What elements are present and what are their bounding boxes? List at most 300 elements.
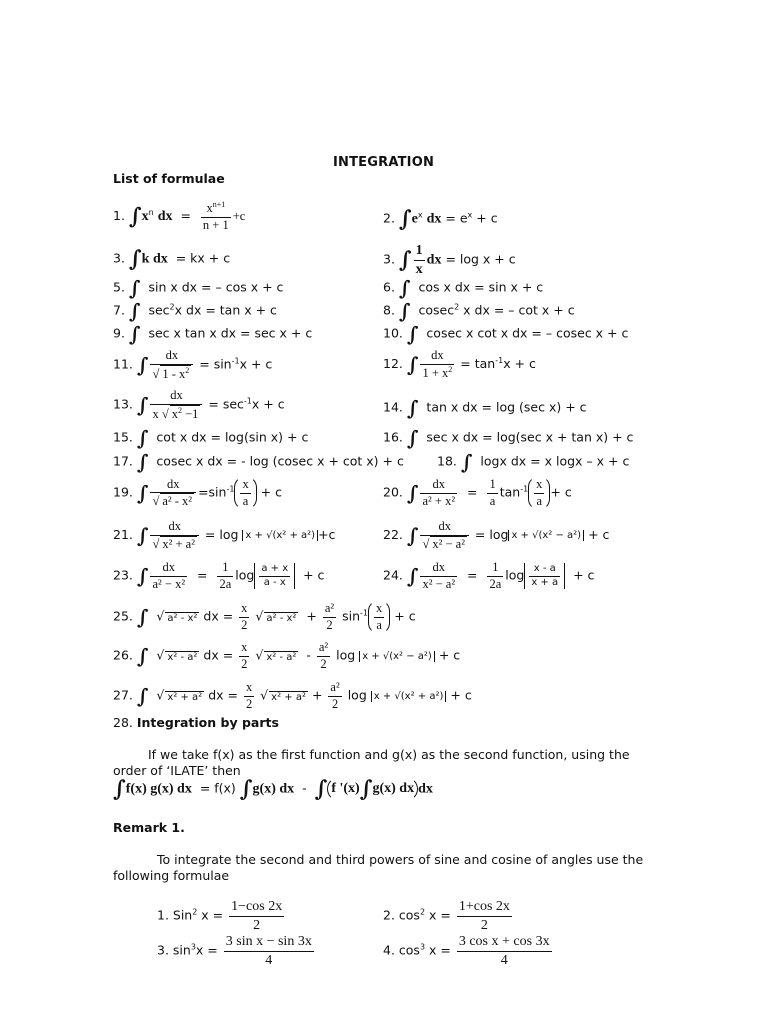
fraction: [487, 477, 497, 509]
numerator: 1: [489, 477, 496, 491]
formula-number: 1.: [113, 208, 125, 224]
remark-formula-3: [157, 933, 316, 969]
variable: x =: [195, 942, 218, 958]
log: log: [336, 647, 356, 663]
formula-3b: [383, 242, 516, 278]
variable: x =: [425, 942, 451, 958]
formula-number: 6.: [383, 279, 395, 295]
fraction: [534, 477, 544, 509]
denominator: 2: [457, 916, 512, 935]
constant: + c: [394, 608, 416, 624]
numerator: a²: [318, 640, 329, 654]
numerator: x: [376, 601, 383, 615]
parts-formula: [113, 777, 433, 801]
formula-number: 12.: [383, 356, 403, 372]
constant: + c: [303, 567, 325, 583]
formula-15: [113, 428, 308, 448]
formula-13: [113, 388, 285, 422]
integral-sign: ∫: [406, 481, 419, 506]
rhs: = log x + c: [445, 251, 516, 267]
den-x: x: [152, 406, 159, 421]
parts-paragraph-line2: order of ‘ILATE’ then: [113, 763, 241, 778]
integral-sign: ∫: [398, 276, 411, 300]
denominator: √ $1 - x^2$: [150, 364, 193, 383]
exponent: -1: [520, 484, 529, 494]
numerator: 3 cos x + cos 3x: [458, 934, 550, 949]
fraction: [239, 640, 249, 672]
integral-sign: ∫: [406, 322, 419, 346]
formula-6: [383, 278, 543, 298]
absolute-value: x + √(x² + a²): [371, 691, 447, 702]
formula-label: 2. cos: [383, 907, 420, 923]
integral-sign: ∫: [239, 776, 253, 802]
remark-formula-2: [383, 898, 514, 934]
constant: + c: [260, 484, 282, 500]
formula-number: 7.: [113, 302, 125, 318]
denominator: [420, 364, 454, 382]
exponent: -1: [231, 356, 240, 366]
numerator: x: [242, 477, 249, 491]
exponent: x: [417, 210, 423, 220]
denominator: 2: [317, 656, 330, 673]
operator: -: [302, 780, 307, 796]
numerator: dx: [431, 348, 444, 362]
parenthesis: [327, 777, 418, 801]
formula-text: sec x tan x dx = sec x + c: [148, 325, 313, 341]
integrand: k dx: [141, 251, 168, 267]
differential: dx =: [203, 608, 234, 624]
formula-number: 26.: [113, 647, 133, 663]
fraction: [240, 477, 250, 509]
numerator: a²: [324, 601, 335, 615]
exponent: 2: [419, 907, 426, 917]
denominator: a² − x²: [152, 576, 186, 591]
constant: + c: [450, 687, 472, 703]
formula-11: [113, 348, 272, 382]
parts-paragraph-line1: If we take f(x) as the first function and g(x) as the second function, using the: [148, 747, 630, 762]
remark-formula-4: [383, 933, 554, 969]
parenthesis: [528, 476, 550, 510]
integral-sign: ∫: [398, 206, 412, 232]
formula-text: cos x dx = sin x + c: [418, 279, 544, 295]
numerator: 1+cos 2x: [458, 899, 510, 914]
constant: +c: [232, 209, 246, 224]
denominator: x + a: [531, 576, 559, 588]
fraction: [239, 601, 249, 633]
exponent: -1: [495, 356, 504, 366]
formula-number: 14.: [383, 399, 403, 415]
integral-sign: ∫: [314, 776, 328, 802]
denominator: √ a² - x²: [150, 492, 196, 510]
integral-sign: ∫: [406, 564, 419, 589]
log: log: [347, 687, 367, 703]
radicand: x: [171, 406, 178, 421]
absolute-value: x + √(x² − a²): [359, 651, 435, 662]
formula-1: [113, 200, 245, 233]
log: = log: [204, 527, 239, 543]
fraction: [420, 560, 457, 592]
numerator: dx: [165, 348, 179, 362]
exponent: 3: [190, 942, 196, 952]
fraction: [201, 200, 231, 233]
denominator: a: [240, 493, 250, 510]
integral-sign: ∫: [136, 684, 149, 709]
operator: -: [306, 647, 311, 663]
formula-label: 4. cos: [383, 942, 420, 958]
formula-number: 9.: [113, 325, 125, 341]
numerator: dx: [168, 519, 181, 533]
formula-18: [437, 452, 629, 472]
fraction: [217, 560, 233, 592]
formula-text: cosec x dx = - log (cosec x + cot x) + c: [156, 453, 404, 469]
section-heading: Integration by parts: [136, 715, 279, 730]
numerator: [201, 200, 231, 217]
rhs-exp: x: [467, 210, 473, 220]
formula-label: 1. Sin: [157, 907, 193, 923]
fraction: [150, 348, 193, 382]
integral-sign: ∫: [406, 352, 419, 377]
integral-sign: ∫: [136, 481, 149, 506]
formula-text: cosec: [418, 302, 455, 318]
denominator: a - x: [259, 576, 290, 590]
exponent: 2: [177, 405, 182, 415]
integral-sign: ∫: [113, 776, 126, 802]
differential: dx: [157, 209, 173, 225]
formula-25: 25. ∫ √ a² - x² dx = $\frac{x}{2}$ √ a² - x² + $\frac{\text{a²}}{2}$ $\sin^{-1}$ $\frac{x}{a}$ + c: [113, 600, 416, 634]
denominator: 2: [245, 696, 253, 711]
rhs: = kx + c: [175, 250, 231, 266]
differential: dx: [418, 781, 433, 797]
denominator: a: [534, 493, 544, 510]
integral-sign: ∫: [398, 299, 411, 323]
formula-number: 5.: [113, 279, 125, 295]
fraction: [224, 933, 314, 969]
formula-16: [383, 428, 633, 448]
equals: =: [467, 567, 478, 583]
formula-text: sec x dx = log(sec x + tan x) + c: [426, 429, 634, 445]
radicand: x² - a²: [167, 651, 198, 663]
fraction: [457, 933, 552, 969]
exponent: 2: [448, 364, 453, 374]
fraction: [150, 477, 196, 510]
formula-text: cosec x cot x dx = – cosec x + c: [426, 325, 629, 341]
numerator: dx: [438, 519, 451, 533]
numerator: dx: [167, 476, 180, 491]
formula-number: 15.: [113, 429, 133, 445]
exponent: 2: [169, 302, 175, 312]
constant: + c: [573, 567, 595, 583]
integral-sign: ∫: [136, 450, 149, 474]
numerator: x: [245, 680, 253, 694]
formula-27: 27. ∫ √ x² + a² dx = $\frac{x}{2}$ √ x² + a² + $\frac{\text{a²}}{2}$ log x + √(x² + a²) + c: [113, 680, 472, 711]
constant: + c: [476, 210, 498, 226]
denominator: 2: [323, 617, 336, 634]
formula-number: 8.: [383, 302, 395, 318]
formula-text: logx dx = x logx – x + c: [480, 453, 630, 469]
integral-sign: ∫: [460, 450, 473, 474]
integral-sign: ∫: [136, 426, 149, 450]
fraction: [150, 560, 187, 592]
parenthesis: [368, 600, 390, 634]
formula-7: [113, 301, 277, 321]
integrand: g(x) dx: [372, 781, 415, 797]
equals: =: [467, 484, 478, 500]
rhs-rest: x + c: [251, 396, 285, 412]
radicand: x² − a²: [432, 536, 465, 551]
fraction: [529, 563, 560, 589]
radicand: x² + a²: [167, 691, 203, 703]
fraction: [420, 348, 454, 381]
formula-number: 28.: [113, 715, 133, 730]
integral-sign: ∫: [136, 564, 149, 589]
num-exp: n+1: [212, 200, 226, 209]
constant: +c: [318, 527, 336, 543]
rhs: = e: [445, 210, 468, 226]
denominator: x: [415, 261, 423, 277]
rhs-rest: x + c: [239, 356, 273, 372]
formula-text-rest: x dx = tan x + c: [174, 302, 277, 318]
formula-text: tan x dx = log (sec x) + c: [426, 399, 587, 415]
function-name: sin: [342, 608, 361, 624]
fraction: [259, 563, 290, 589]
denominator: 2a: [219, 576, 232, 591]
formula-17: [113, 452, 404, 472]
fraction: [323, 601, 336, 633]
integrand: x: [141, 209, 149, 225]
numerator: dx: [162, 560, 176, 574]
integral-sign: ∫: [406, 523, 419, 548]
denominator: a: [374, 617, 384, 634]
section-heading: List of formulae: [113, 171, 225, 186]
integrand: e: [411, 211, 418, 227]
denominator: x √ $x^2 -1$: [150, 404, 202, 423]
formula-text: sec: [148, 302, 170, 318]
constant: + c: [588, 527, 610, 543]
exponent: 2: [192, 907, 198, 917]
formula-24: [383, 560, 594, 592]
denominator: √ x² + a²: [150, 535, 198, 553]
formula-21: [113, 519, 335, 552]
integrand: g(x) dx: [252, 781, 295, 797]
integral-sign: ∫: [128, 322, 141, 346]
rhs-rest: x + c: [503, 356, 536, 372]
log: = log: [474, 527, 509, 543]
formula-number: 3.: [383, 251, 395, 267]
integral-sign: ∫: [136, 353, 149, 378]
exponent: 3: [419, 942, 426, 952]
formula-number: 22.: [383, 527, 403, 543]
radicand: x² + a²: [162, 536, 195, 551]
exponent: -1: [360, 608, 369, 618]
exponent: 2: [185, 365, 190, 375]
operator: +: [311, 687, 323, 703]
numerator: x: [536, 477, 543, 491]
variable: x =: [425, 907, 451, 923]
numerator: dx: [432, 560, 446, 574]
formula-9: [113, 324, 312, 344]
fraction: [150, 388, 202, 422]
radicand: 1 - x: [162, 366, 186, 381]
formula-number: 2.: [383, 210, 395, 226]
den-base: 1 + x: [422, 365, 449, 380]
radicand: a² - x²: [167, 612, 198, 624]
formula-2: [383, 208, 498, 230]
variable: x =: [197, 907, 224, 923]
differential: dx =: [203, 647, 234, 663]
formula-number: 23.: [113, 567, 133, 583]
differential: dx: [426, 211, 442, 227]
remark-formula-1: [157, 898, 286, 934]
formula-number: 10.: [383, 325, 403, 341]
formula-text: cot x dx = log(sin x) + c: [156, 429, 309, 445]
remark-heading: Remark 1.: [113, 820, 185, 835]
formula-text-rest: x dx = – cot x + c: [459, 302, 575, 318]
radicand: a² - x²: [162, 494, 193, 509]
constant: + c: [438, 647, 461, 663]
denominator: 4: [224, 951, 314, 970]
equals: =: [180, 208, 191, 224]
fraction: [414, 242, 425, 278]
formula-number: 21.: [113, 527, 133, 543]
formula-label: 3. sin: [157, 942, 191, 958]
formula-number: 25.: [113, 608, 133, 624]
radicand-rest: −1: [185, 406, 199, 421]
formula-8: [383, 301, 575, 321]
numerator: a²: [330, 680, 340, 694]
absolute-value: x + √(x² − a²): [508, 530, 584, 541]
fraction: [244, 680, 254, 712]
rhs: = sin: [199, 356, 232, 372]
denominator: 2: [241, 656, 248, 671]
formula-number: 3.: [113, 250, 125, 266]
denominator: n + 1: [202, 217, 229, 232]
fraction: [374, 601, 384, 633]
integral-sign: ∫: [136, 523, 149, 548]
parenthesis: [234, 476, 256, 510]
equals: =: [197, 567, 208, 583]
formula-number: 17.: [113, 453, 133, 469]
log: log: [235, 567, 255, 583]
fraction: [457, 898, 512, 934]
integral-sign: ∫: [406, 396, 419, 420]
formula-text: sin x dx = – cos x + c: [148, 279, 284, 295]
integral-sign: ∫: [128, 299, 141, 323]
formula-number: 24.: [383, 567, 403, 583]
denominator: 2a: [489, 576, 502, 591]
integral-sign: ∫: [128, 203, 142, 230]
denominator: 2: [241, 617, 248, 632]
derivative: f '(x): [331, 781, 360, 797]
formula-number: 18.: [437, 453, 457, 469]
absolute-value: [254, 563, 295, 589]
denominator: 2: [328, 696, 341, 713]
numerator: a + x: [261, 563, 289, 575]
formula-14: [383, 398, 587, 418]
numerator: 1: [222, 560, 229, 574]
exponent: -1: [243, 396, 252, 406]
numerator: 1: [415, 243, 423, 258]
fraction: [328, 680, 341, 712]
rhs: = sec: [208, 396, 244, 412]
fraction: [420, 477, 457, 509]
formula-number: 27.: [113, 687, 133, 703]
fraction: [229, 898, 284, 934]
parts-heading: [113, 715, 279, 730]
differential: dx: [426, 252, 442, 268]
formula-number: 13.: [113, 396, 133, 412]
radicand: a² - x²: [266, 612, 297, 624]
denominator: a: [487, 493, 497, 510]
log: log: [505, 567, 525, 583]
rhs: = tan: [460, 356, 496, 372]
page-title: INTEGRATION: [333, 155, 435, 170]
exponent: n: [148, 208, 154, 218]
rhs: =sin: [198, 484, 227, 500]
numerator: 3 sin x − sin 3x: [225, 934, 312, 949]
absolute-value: [524, 563, 565, 589]
numerator: x: [241, 640, 248, 654]
formula-12: [383, 348, 536, 381]
formula-3a: [113, 248, 230, 270]
fraction: [150, 519, 198, 552]
remark-paragraph-line1: To integrate the second and third powers of sine and cosine of angles use the: [157, 852, 644, 867]
integral-sign: ∫: [398, 247, 412, 273]
absolute-value: x + √(x² + a²): [242, 530, 318, 541]
integral-sign: ∫: [128, 246, 142, 272]
denominator: 2: [229, 916, 284, 935]
denominator: √ x² − a²: [420, 535, 468, 553]
function-name: tan: [499, 484, 521, 500]
formula-19: [113, 476, 282, 510]
denominator: x² − a²: [422, 576, 456, 591]
operator: +: [306, 608, 317, 624]
numerator: dx: [170, 388, 183, 402]
rhs: = f(x): [199, 780, 236, 796]
exponent: 2: [454, 302, 460, 312]
exponent: -1: [226, 484, 235, 494]
remark-paragraph-line2: following formulae: [113, 868, 230, 883]
formula-number: 19.: [113, 484, 133, 500]
fraction: [420, 519, 468, 552]
numerator: 1−cos 2x: [231, 899, 283, 914]
denominator: a² + x²: [422, 493, 456, 508]
formula-10: [383, 324, 628, 344]
num-base: x: [206, 201, 213, 216]
integral-sign: ∫: [128, 276, 141, 300]
formula-20: [383, 476, 572, 510]
formula-5: [113, 278, 283, 298]
radicand: x² - a²: [266, 651, 297, 663]
integral-sign: ∫: [136, 393, 149, 418]
formula-23: [113, 560, 324, 592]
formula-number: 20.: [383, 484, 403, 500]
integral-sign: ∫: [359, 776, 373, 802]
formula-26: 26. ∫ √ x² - a² dx = $\frac{x}{2}$ √ x² - a² - $\frac{\text{a²}}{2}$ log x + √(x² − a²) + c: [113, 640, 461, 671]
integral-sign: ∫: [406, 426, 419, 450]
formula-22: [383, 519, 609, 552]
formula-number: 16.: [383, 429, 403, 445]
numerator: dx: [432, 477, 446, 491]
radicand: x² + a²: [271, 691, 306, 703]
formula-number: 11.: [113, 356, 133, 372]
integrand: f(x) g(x) dx: [125, 781, 192, 797]
differential: dx =: [208, 687, 238, 703]
numerator: 1: [492, 560, 499, 574]
constant: + c: [550, 484, 572, 500]
fraction: [317, 640, 330, 672]
fraction: [487, 560, 503, 592]
integral-sign: ∫: [136, 605, 149, 630]
